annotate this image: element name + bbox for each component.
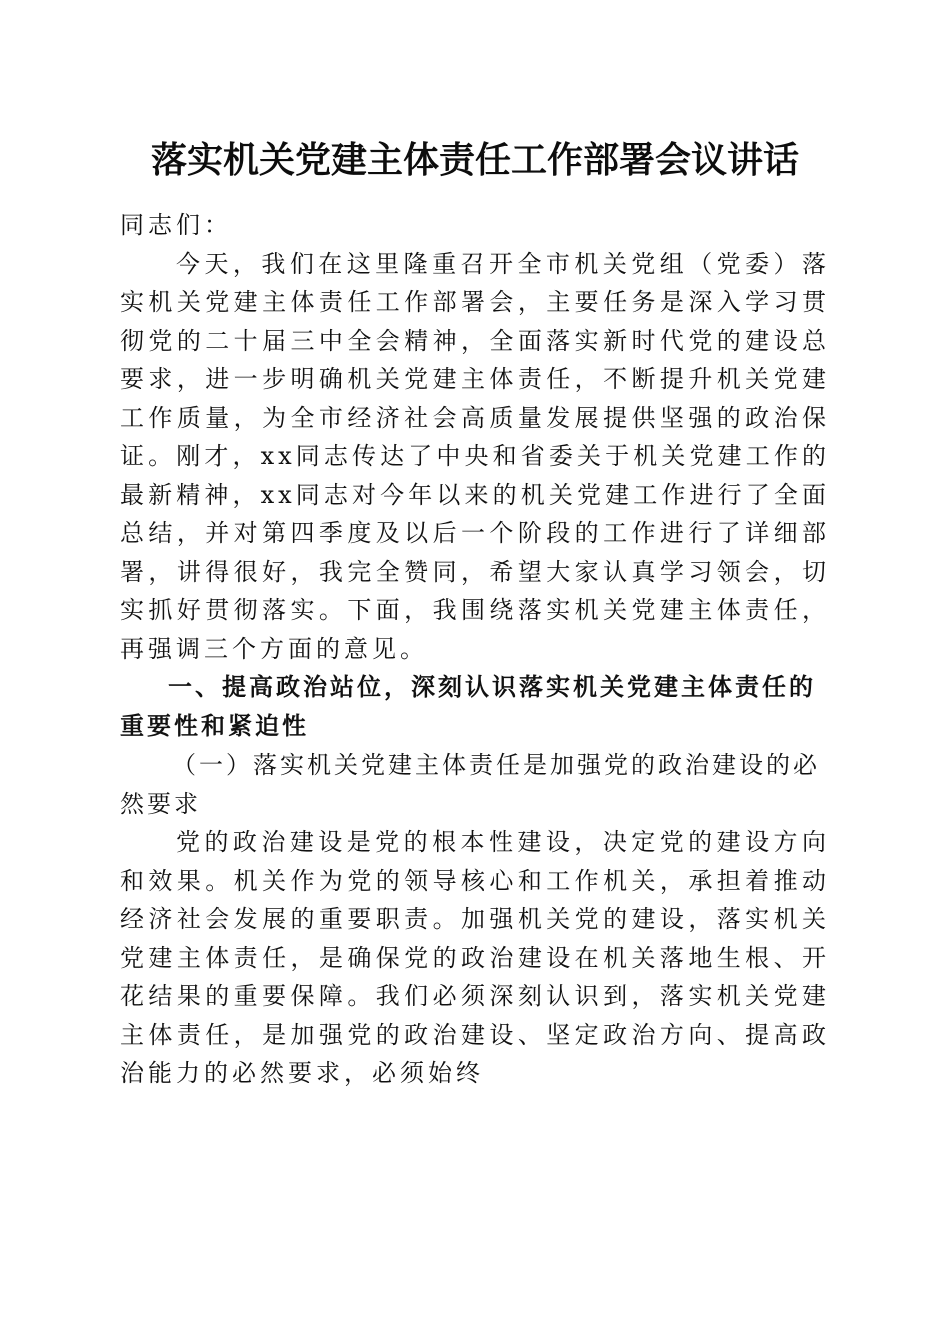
section-heading-1: 一、提高政治站位，深刻认识落实机关党建主体责任的重要性和紧迫性 [120,673,816,740]
document-body [120,206,830,1093]
subsection-heading-1: （一）落实机关党建主体责任是加强党的政治建设的必然要求 [120,751,820,818]
salutation: 同志们： [120,211,232,239]
opening-paragraph: 今天，我们在这里隆重召开全市机关党组（党委）落实机关党建主体责任工作部署会，主要任务是深入学习贯彻党的二十届三中全会精神，全面落实新时代党的建设总要求，进一步明确机关党建主体责任，不断提升机关党建工作质量，为全市经济社会高质量发展提供坚强的政治保证。刚才，xx同志传达了中央和省委关于机关党建工作的最新精神，xx同志对今年以来的机关党建工作进行了全面总结，并对第四季度及以后一个阶段的工作进行了详细部署，讲得很好，我完全赞同，希望大家认真学习领会，切实抓好贯彻落实。下面，我围绕落实机关党建主体责任，再强调三个方面的意见。 [120,249,830,663]
subsection-1-paragraph: 党的政治建设是党的根本性建设，决定党的建设方向和效果。机关作为党的领导核心和工作机关，承担着推动经济社会发展的重要职责。加强机关党的建设，落实机关党建主体责任，是确保党的政治建设在机关落地生根、开花结果的重要保障。我们必须深刻认识到，落实机关党建主体责任，是加强党的政治建设、坚定政治方向、提高政治能力的必然要求，必须始终 [120,828,830,1087]
document-title: 落实机关党建主体责任工作部署会议讲话 [150,139,799,181]
